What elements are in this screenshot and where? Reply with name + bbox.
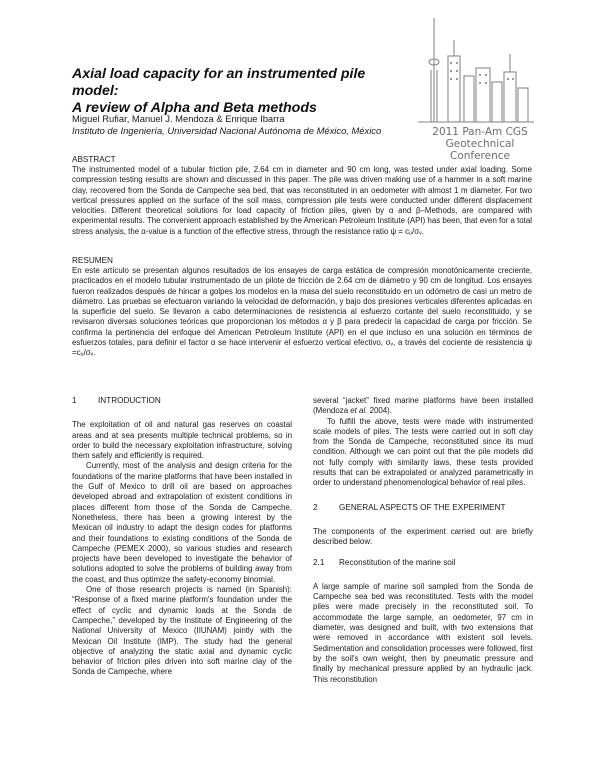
- continued-text-b: 2004).: [367, 406, 392, 416]
- abstract-text: The instrumented model of a tubular friction pile, 2.64 cm in diameter and 90 cm long, was tested under axial loading. Some compression testing results are shown and discussed in this paper. The pile was driven making use of a hammer in a soft marine clay, recovered from the Sonda de Campeche sea bed, that was reconstituted in an oedometer with almost 1 m diameter. For two vertical pressures applied on the surface of the soil mass, compression pile tests were conducted under different displacement velocities. Different theoretical solutions for load capacity of friction piles, given by α and β–Methods, are compared with experimental results. The convenient approach established by the American Petroleum Institute (API) has been, that even for a total stress analysis, the α-value is a function of the effective stress, through the resistance ratio ψ = cᵤ/σᵥ.: [72, 165, 532, 236]
- title-line-2: A review of Alpha and Beta methods: [72, 100, 317, 116]
- logo-line-2: Geotechnical Conference: [445, 138, 515, 162]
- et-al: et al.: [350, 406, 368, 416]
- section-2-1-title: Reconstitution of the marine soil: [339, 557, 456, 567]
- logo-line-1: 2011 Pan-Am CGS: [432, 126, 528, 138]
- intro-paragraph-2: Currently, most of the analysis and design criteria for the foundations of the marine platforms that have been installed in the Gulf of Mexico to drill oil are based on approaches developed abroad and extrapolation of existent conditions in places different from those of the Sonda de Campeche. Nonetheless, there has been a growing interest by the Mexican oil industry to adapt the design codes for platforms and their foundations to existing conditions of the Sonda de Campeche (PEMEX 2000), so various studies and research projects have been developed to investigate the behavior of solutions adopted to solve the problems of building away from the coast, and thus optimize the safety-economy binomial.: [72, 461, 292, 584]
- intro-paragraph-1: The exploitation of oil and natural gas reserves on coastal areas and at sea presents multiple technical problems, so in order to build the necessary exploitation infrastructure, solving them safely and efficiently is required.: [72, 420, 292, 461]
- resumen-text: En este artículo se presentan algunos resultados de los ensayes de carga estática de compresión monotónicamente creciente, practicados en el modelo tubular instrumentado de un pilote de fricción de 2.64 cm de diámetro y 90 cm de longitud. Los ensayes fueron realizados después de hincar a golpes los modelos en la masa del suelo reconstituido en un odómetro de casi un metro de diámetro. Las pruebas se efectuaron variando la velocidad de deformación, y bajo dos presiones verticales diferentes aplicadas en la superficie del suelo. Se llevaron a cabo determinaciones de resistencia al esfuerzo cortante del suelo reconstituido, y se revisaron diversas soluciones teóricas que proporcionan los métodos α y β para predecir la capacidad de carga por fricción. Se confirma la pertinencia del enfoque del American Petroleum Institute (API) en el que incluso en una solución en términos de esfuerzos totales, para definir el factor α se hace intervenir el esfuerzo vertical efectivo, σᵥ, a través del cociente de resistencia ψ =cᵤ/σᵥ.: [72, 266, 532, 358]
- section-1-number: 1: [72, 396, 77, 405]
- section-2-title: GENERAL ASPECTS OF THE EXPERIMENT: [339, 502, 506, 512]
- section-2-heading: [313, 503, 533, 513]
- section-2-1-number: 2.1: [313, 557, 325, 567]
- intro-paragraph-3: One of those research projects is named (in Spanish): “Response of a fixed marine platform's foundation under the effect of cyclic and dynamic loads at the Sonda de Campeche,” developed by the Institute of Engineering of the National University of Mexico (IIUNAM) jointly with the Mexican Oil Institute (IMP). The study had the general objective of analyzing the static axial and dynamic cyclic behavior of friction piles driven into soft marine clay of the Sonda de Campeche, where: [72, 585, 292, 677]
- title-line-1: Axial load capacity for an instrumented pile model:: [72, 66, 366, 99]
- conference-logo-text: [420, 126, 540, 162]
- section-1-title: INTRODUCTION: [98, 396, 161, 405]
- section-1-heading: [72, 396, 292, 406]
- continued-text-a: several “jacket” fixed marine platforms have been installed (Mendoza: [313, 396, 533, 416]
- authors: Miguel Rufiar, Manuel J. Mendoza & Enrique Ibarra: [72, 113, 285, 124]
- section-2-number: 2: [313, 502, 318, 512]
- left-column: [72, 396, 292, 678]
- sample-paragraph: A large sample of marine soil sampled from the Sonda de Campeche sea bed was reconstituted. Tests with the model piles were made precisely in the reconstituted soil. To accommodate the large sample, an oedometer, 97 cm in diameter, was designed and built, with two extensions that were removed in accordance with existent soil levels. Sedimentation and consolidation processes were followed, first by the soil's own weight, then by pneumatic pressure and finally by mechanical pressure applied by an hydraulic jack. This reconstitution: [313, 581, 533, 684]
- affiliation: Instituto de Ingeniería, Universidad Nacional Autónoma de México, México: [72, 125, 382, 136]
- components-paragraph: The components of the experiment carried out are briefly described below:: [313, 526, 533, 547]
- continued-paragraph: [313, 396, 533, 417]
- right-column: [313, 396, 533, 685]
- abstract-heading: ABSTRACT: [72, 155, 116, 164]
- paper-title: [72, 66, 402, 117]
- section-2-1-heading: [313, 558, 533, 568]
- fulfill-paragraph: To fulfill the above, tests were made with instrumented scale models of piles. The tests were carried out in soft clay from the Sonda de Campeche, reconstituted since its mud condition. Although we can point out that the pile models did not fully comply with similarity laws, these tests provided results that can be extrapolated or analyzed parametrically in order to understand phenomenological behavior of real piles.: [313, 416, 533, 488]
- resumen-heading: RESUMEN: [72, 256, 113, 265]
